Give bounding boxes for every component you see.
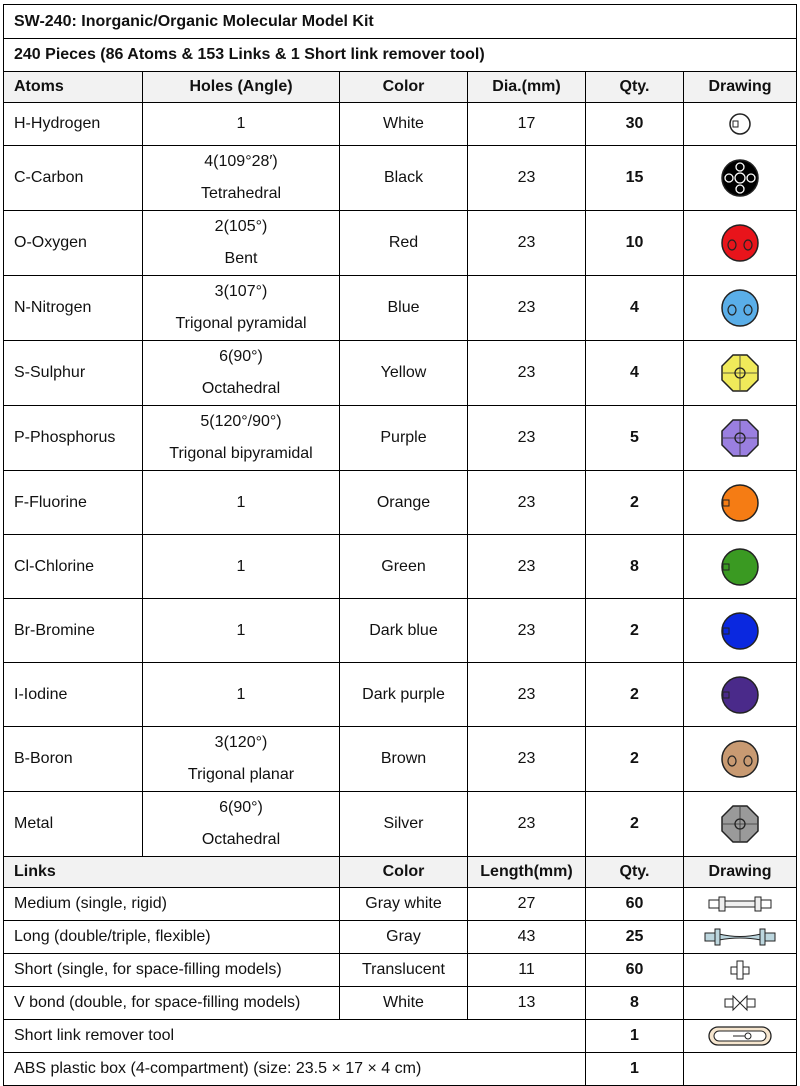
long-link-icon	[684, 925, 796, 949]
atom-color: Purple	[340, 406, 468, 471]
holes-column-header: Holes (Angle)	[143, 72, 340, 103]
metal-ball-icon	[684, 803, 796, 845]
atom-qty: 15	[586, 146, 684, 211]
atom-drawing	[684, 792, 797, 857]
atom-row	[4, 792, 797, 857]
atom-geometry: Trigonal bipyramidal	[169, 445, 313, 462]
atom-drawing	[684, 406, 797, 471]
atom-holes	[143, 792, 340, 857]
link-length: 11	[468, 954, 586, 987]
atom-row	[4, 599, 797, 663]
link-color: Translucent	[340, 954, 468, 987]
link-row	[4, 888, 797, 921]
color-column-header: Color	[340, 72, 468, 103]
diameter-column-header: Dia.(mm)	[468, 72, 586, 103]
atoms-header-row	[4, 72, 797, 103]
link-row	[4, 954, 797, 987]
atom-diameter: 23	[468, 341, 586, 406]
link-length: 43	[468, 921, 586, 954]
qty-column-header: Qty.	[586, 72, 684, 103]
link-row	[4, 987, 797, 1020]
atom-row	[4, 406, 797, 471]
atom-geometry: Bent	[224, 250, 258, 267]
accessory-qty: 1	[586, 1053, 684, 1086]
chlorine-ball-icon	[684, 546, 796, 588]
link-drawing	[684, 987, 797, 1020]
remover-tool-icon	[684, 1024, 796, 1048]
atom-holes	[143, 276, 340, 341]
atom-color: Green	[340, 535, 468, 599]
atom-diameter: 23	[468, 471, 586, 535]
atom-row	[4, 276, 797, 341]
kit-title: SW-240: Inorganic/Organic Molecular Model Kit	[4, 5, 797, 39]
atom-hole-count: 3(120°)	[214, 734, 268, 751]
atom-diameter: 23	[468, 535, 586, 599]
link-length: 27	[468, 888, 586, 921]
atom-diameter: 23	[468, 727, 586, 792]
atom-qty: 2	[586, 663, 684, 727]
atom-holes	[143, 727, 340, 792]
atom-qty: 4	[586, 341, 684, 406]
link-row	[4, 921, 797, 954]
link-drawing	[684, 954, 797, 987]
link-qty: 60	[586, 888, 684, 921]
atom-drawing	[684, 103, 797, 146]
oxygen-ball-icon	[684, 222, 796, 264]
accessory-drawing	[684, 1020, 797, 1053]
atom-holes	[143, 146, 340, 211]
atom-name: C-Carbon	[4, 146, 143, 211]
boron-ball-icon	[684, 738, 796, 780]
atom-holes	[143, 599, 340, 663]
atom-drawing	[684, 599, 797, 663]
atom-holes	[143, 663, 340, 727]
atom-hole-count: 6(90°)	[219, 799, 263, 816]
atom-qty: 2	[586, 471, 684, 535]
atom-name: Metal	[4, 792, 143, 857]
atom-hole-count: 4(109°28′)	[204, 153, 278, 170]
links-column-header: Links	[4, 857, 340, 888]
atom-hole-count: 1	[236, 115, 246, 132]
accessory-name: Short link remover tool	[4, 1020, 586, 1053]
atom-row	[4, 663, 797, 727]
atom-color: Blue	[340, 276, 468, 341]
atom-qty: 2	[586, 727, 684, 792]
atom-name: O-Oxygen	[4, 211, 143, 276]
atom-hole-count: 5(120°/90°)	[200, 413, 282, 430]
atom-row	[4, 103, 797, 146]
atom-qty: 2	[586, 599, 684, 663]
iodine-ball-icon	[684, 674, 796, 716]
atom-hole-count: 1	[236, 493, 246, 511]
atom-name: H-Hydrogen	[4, 103, 143, 146]
atom-holes	[143, 471, 340, 535]
atom-diameter: 23	[468, 599, 586, 663]
link-drawing	[684, 888, 797, 921]
links-header-row	[4, 857, 797, 888]
atom-hole-count: 2(105°)	[214, 218, 268, 235]
atom-color: Orange	[340, 471, 468, 535]
atom-drawing	[684, 341, 797, 406]
link-qty: 60	[586, 954, 684, 987]
v-bond-icon	[684, 991, 796, 1015]
accessory-drawing	[684, 1053, 797, 1086]
medium-link-icon	[684, 892, 796, 916]
accessory-name: ABS plastic box (4-compartment) (size: 23.5 × 17 × 4 cm)	[4, 1053, 586, 1086]
atom-holes	[143, 211, 340, 276]
atom-hole-count: 3(107°)	[214, 283, 268, 300]
atom-diameter: 23	[468, 406, 586, 471]
atom-hole-count: 1	[236, 557, 246, 575]
atom-diameter: 23	[468, 146, 586, 211]
atom-color: Silver	[340, 792, 468, 857]
atom-diameter: 23	[468, 663, 586, 727]
atom-hole-count: 1	[236, 621, 246, 639]
atom-qty: 10	[586, 211, 684, 276]
atom-name: P-Phosphorus	[4, 406, 143, 471]
fluorine-ball-icon	[684, 482, 796, 524]
atom-hole-count: 1	[236, 685, 246, 703]
atom-color: Black	[340, 146, 468, 211]
atom-geometry: Trigonal planar	[187, 766, 295, 783]
phosphorus-ball-icon	[684, 417, 796, 459]
atom-qty: 30	[586, 103, 684, 146]
atom-hole-count: 6(90°)	[219, 348, 263, 365]
atom-name: Br-Bromine	[4, 599, 143, 663]
link-length: 13	[468, 987, 586, 1020]
atom-qty: 5	[586, 406, 684, 471]
atoms-column-header: Atoms	[4, 72, 143, 103]
atom-color: Dark purple	[340, 663, 468, 727]
atom-color: Brown	[340, 727, 468, 792]
atom-row	[4, 535, 797, 599]
drawing-column-header: Drawing	[684, 72, 797, 103]
link-qty: 8	[586, 987, 684, 1020]
atom-qty: 8	[586, 535, 684, 599]
nitrogen-ball-icon	[684, 287, 796, 329]
atom-qty: 2	[586, 792, 684, 857]
link-drawing-column-header: Drawing	[684, 857, 797, 888]
accessory-row	[4, 1020, 797, 1053]
atom-name: B-Boron	[4, 727, 143, 792]
atom-row	[4, 211, 797, 276]
atom-geometry: Trigonal pyramidal	[175, 315, 307, 332]
link-name: Long (double/triple, flexible)	[4, 921, 340, 954]
atom-name: N-Nitrogen	[4, 276, 143, 341]
length-column-header: Length(mm)	[468, 857, 586, 888]
parts-list-sheet	[3, 4, 796, 1086]
atom-name: S-Sulphur	[4, 341, 143, 406]
atom-name: F-Fluorine	[4, 471, 143, 535]
atom-holes	[143, 341, 340, 406]
atom-drawing	[684, 471, 797, 535]
atom-geometry: Tetrahedral	[200, 185, 282, 202]
link-name: Short (single, for space-filling models)	[4, 954, 340, 987]
atom-drawing	[684, 211, 797, 276]
link-name: V bond (double, for space-filling models)	[4, 987, 340, 1020]
atom-color: Red	[340, 211, 468, 276]
atom-geometry: Octahedral	[201, 831, 281, 848]
atom-diameter: 23	[468, 211, 586, 276]
hydrogen-ball-icon	[684, 103, 796, 145]
atom-color: Dark blue	[340, 599, 468, 663]
link-name: Medium (single, rigid)	[4, 888, 340, 921]
link-color-column-header: Color	[340, 857, 468, 888]
link-qty: 25	[586, 921, 684, 954]
atom-color: White	[340, 103, 468, 146]
atom-holes	[143, 535, 340, 599]
atom-qty: 4	[586, 276, 684, 341]
atom-row	[4, 471, 797, 535]
link-color: Gray white	[340, 888, 468, 921]
sulphur-ball-icon	[684, 352, 796, 394]
atom-row	[4, 341, 797, 406]
atom-color: Yellow	[340, 341, 468, 406]
accessory-row	[4, 1053, 797, 1086]
link-qty-column-header: Qty.	[586, 857, 684, 888]
link-drawing	[684, 921, 797, 954]
atom-row	[4, 727, 797, 792]
bromine-ball-icon	[684, 610, 796, 652]
atom-drawing	[684, 727, 797, 792]
atom-drawing	[684, 276, 797, 341]
atom-geometry: Octahedral	[201, 380, 281, 397]
atom-row	[4, 146, 797, 211]
atom-diameter: 23	[468, 276, 586, 341]
atom-diameter: 17	[468, 103, 586, 146]
atom-holes	[143, 103, 340, 146]
parts-table	[3, 4, 797, 1086]
accessory-qty: 1	[586, 1020, 684, 1053]
atom-drawing	[684, 146, 797, 211]
atom-holes	[143, 406, 340, 471]
atom-diameter: 23	[468, 792, 586, 857]
short-link-icon	[684, 958, 796, 982]
atom-name: I-Iodine	[4, 663, 143, 727]
link-color: White	[340, 987, 468, 1020]
atom-name: Cl-Chlorine	[4, 535, 143, 599]
carbon-ball-icon	[684, 157, 796, 199]
atom-drawing	[684, 663, 797, 727]
atom-drawing	[684, 535, 797, 599]
kit-subtitle: 240 Pieces (86 Atoms & 153 Links & 1 Short link remover tool)	[4, 39, 797, 72]
link-color: Gray	[340, 921, 468, 954]
